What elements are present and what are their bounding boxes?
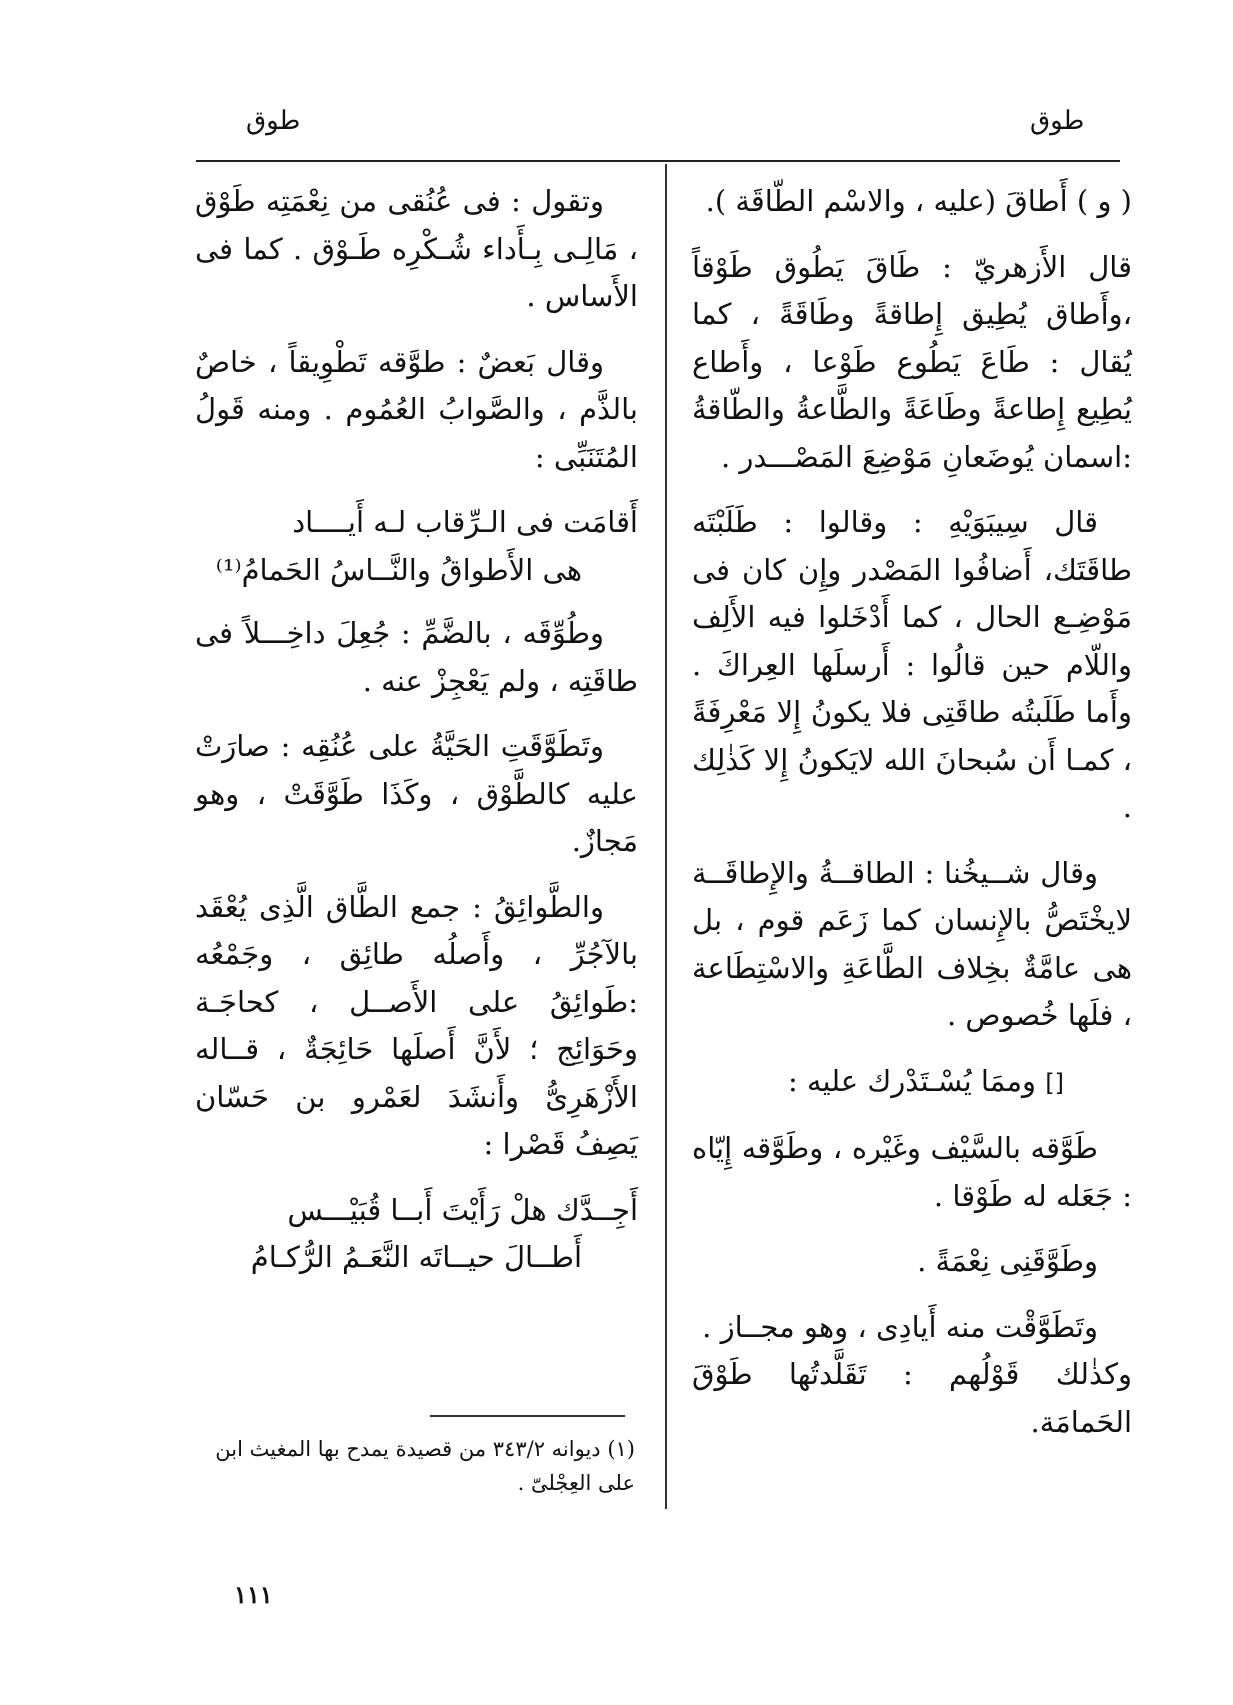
running-header-left: طوق — [246, 106, 301, 136]
paragraph: وتقول : فى عُنُقى من نِعْمَتِه طَوْق ، مَالِـى بِـأَداء شُـكْرِه طَـوْق . كما فى الأَساس . — [195, 184, 638, 313]
paragraph: والطَّوائِقُ : جمع الطَّاق الَّذِى يُعْقَد بالآجُرِّ ، وأَصلُه طائِق ، وجَمْعُه :طَوائِقُ على الأَصــل ، كحاجَـة وحَوَائِج ؛ لأَنَّ أَصلَها حَائِجَةٌ ، قــاله الأَزْهَرِىُّ وأَنشَدَ لعَمْرو بن حَسّان يَصِفُ قَصْرا : — [195, 889, 638, 1161]
footnote: (١) ديوانه ٣٤٣/٢ من قصيدة يمدح بها المغيث ابن على العِجْلىّ . — [215, 1437, 635, 1495]
column-divider — [665, 164, 667, 1509]
page-number: ١١١ — [234, 1580, 273, 1609]
verse — [195, 1187, 638, 1282]
left-column — [195, 178, 638, 1298]
verse-hemistich: أَجِــدَّك هلْ رَأَيْتَ أَبــا قُبَيْـــس — [287, 1192, 638, 1227]
running-header-right: طوق — [1030, 106, 1085, 136]
paragraph: وكذٰلك قَوْلُهم : تَقَلَّدتُها طَوْقَ الحَمامَة. — [692, 1357, 1132, 1439]
paragraph: وتَطَوَّقْت منه أَيادِى ، وهو مجــاز . — [702, 1309, 1098, 1344]
header-rule — [196, 160, 1120, 162]
mustadrak-line — [692, 1058, 1132, 1108]
paragraph: وقال بَعضٌ : طوَّقه تَطْوِيقاً ، خاصٌ بالذَّم ، والصَّوابُ العُمُوم . ومنه قَولُ المُتَنَبِّى : — [195, 344, 638, 474]
verse — [195, 499, 638, 594]
paragraph: وتَطَوَّقَتِ الحَيَّةُ على عُنُقِه : صارَتْ عليه كالطَّوْق ، وكَذَا طَوَّقَتْ ، وهو مَجازٌ. — [195, 729, 638, 858]
right-column — [692, 178, 1132, 1464]
paragraph: وطُوِّقَه ، بالضَّمِّ : جُعِلَ داخِـــلاً فى طاقَتِه ، ولم يَعْجِزْ عنه . — [195, 616, 638, 698]
paragraph: قال سِيبَوَيْهِ : وقالوا : طَلَبْتَه طاقَتَك، أَضافُوا المَصْدر وإِن كان فى مَوْضِـع الحال ، كما أَدْخَلوا فيه الأَلِف واللّام حين قالُوا : أَرسلَها العِراكَ . وأَما طَلَبتُه طاقَتِى فلا يكونُ إِلا مَعْرِفَةً ، كمـا أَن سُبحانَ الله لايَكونُ إِلا كَذٰلِك . — [692, 505, 1132, 824]
paragraph: قال الأَزهريّ : طَاقَ يَطُوق طَوْقاً ،وأَطاق يُطِيق إِطاقةً وطَاقَةً ، كما يُقال : طَاعَ يَطُوع طَوْعا ، وأَطاع يُطِيع إِطاعةً وطَاعَةً والطَّاعةُ والطّاقةُ :اسمان يُوضَعانِ مَوْضِعَ المَصْـــدر . — [692, 249, 1132, 474]
paragraph: طَوَّقه بالسَّيْف وغَيْره ، وطَوَّقه إِيّاه : جَعَله له طَوْقا . — [692, 1131, 1132, 1213]
paragraph: وطَوَّقَنِى نِعْمَةً . — [917, 1244, 1098, 1278]
verse-hemistich: أَقامَت فى الـرِّقاب لـه أَيــــاد — [292, 505, 638, 539]
bracket-marker-icon: [] — [1045, 1068, 1064, 1097]
paragraph: وقال شــيخُنا : الطاقــةُ والإِطاقَــة لايخْتَصُّ بالإِنسان كما زَعَم قوم ، بل هى عامَّةٌ بخِلاف الطَّاعَةِ والاسْتِطَاعة ، فلَها خُصوص . — [692, 855, 1132, 1032]
footnote-rule — [430, 1415, 625, 1417]
verse-hemistich: هى الأَطواقُ والنَّــاسُ الحَمامُ⁽¹⁾ — [215, 552, 582, 587]
paragraph: ( و ) أَطاقَ (عليه ، والاسْم الطّاقَة ). — [705, 184, 1132, 218]
verse-hemistich: أَطــالَ حيــاتَه النَّعَـمُ الرُّكـامُ — [250, 1240, 582, 1274]
mustadrak-label: وممَا يُسْـتَدْرك عليه : — [787, 1063, 1037, 1098]
